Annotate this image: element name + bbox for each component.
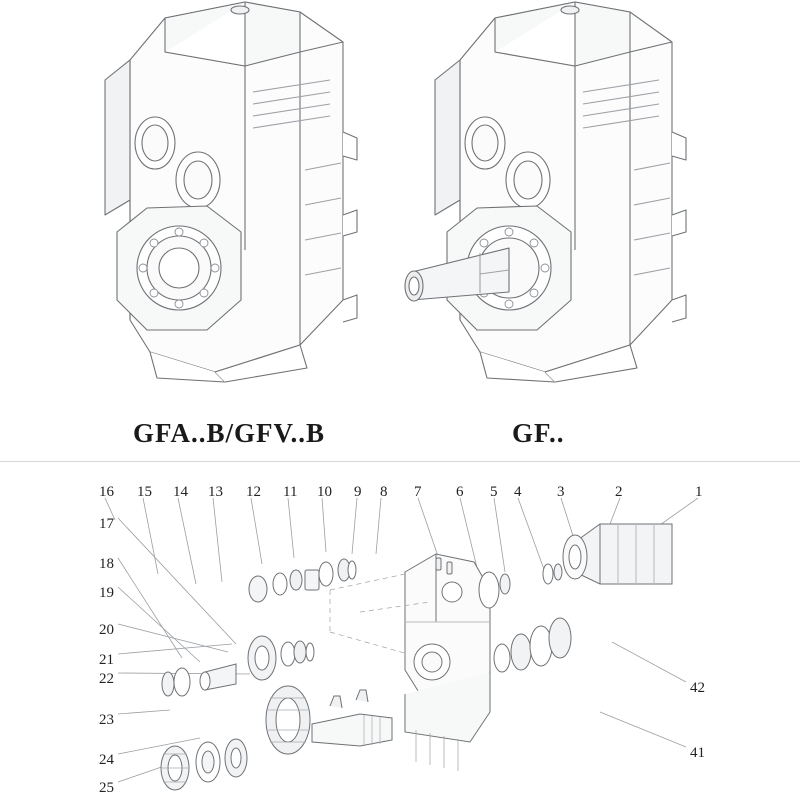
callout-15: 15 bbox=[137, 484, 152, 500]
callout-20: 20 bbox=[99, 622, 114, 638]
callout-6: 6 bbox=[456, 484, 464, 500]
callout-41: 41 bbox=[690, 745, 705, 761]
callout-19: 19 bbox=[99, 585, 114, 601]
callout-21: 21 bbox=[99, 652, 114, 668]
gearbox-drawing-left bbox=[95, 0, 385, 400]
callout-2: 2 bbox=[615, 484, 623, 500]
caption-left: GFA..B/GFV..B bbox=[133, 418, 326, 448]
callout-12: 12 bbox=[246, 484, 261, 500]
callout-25: 25 bbox=[99, 780, 114, 796]
callout-11: 11 bbox=[283, 484, 298, 500]
callout-4: 4 bbox=[514, 484, 522, 500]
callout-22: 22 bbox=[99, 671, 114, 687]
callout-3: 3 bbox=[557, 484, 565, 500]
callout-42: 42 bbox=[690, 680, 705, 696]
exploded-view-area bbox=[0, 462, 800, 800]
callout-16: 16 bbox=[99, 484, 114, 500]
callout-5: 5 bbox=[490, 484, 498, 500]
callout-18: 18 bbox=[99, 556, 114, 572]
gearbox-drawing-right bbox=[400, 0, 700, 400]
callout-1: 1 bbox=[695, 484, 703, 500]
callout-17: 17 bbox=[99, 516, 114, 532]
callout-10: 10 bbox=[317, 484, 332, 500]
callout-14: 14 bbox=[173, 484, 188, 500]
callout-24: 24 bbox=[99, 752, 114, 768]
callout-9: 9 bbox=[354, 484, 362, 500]
callout-8: 8 bbox=[380, 484, 388, 500]
exploded-diagram bbox=[0, 462, 800, 800]
callout-7: 7 bbox=[414, 484, 422, 500]
callout-13: 13 bbox=[208, 484, 223, 500]
caption-right: GF.. bbox=[512, 418, 565, 448]
callout-23: 23 bbox=[99, 712, 114, 728]
